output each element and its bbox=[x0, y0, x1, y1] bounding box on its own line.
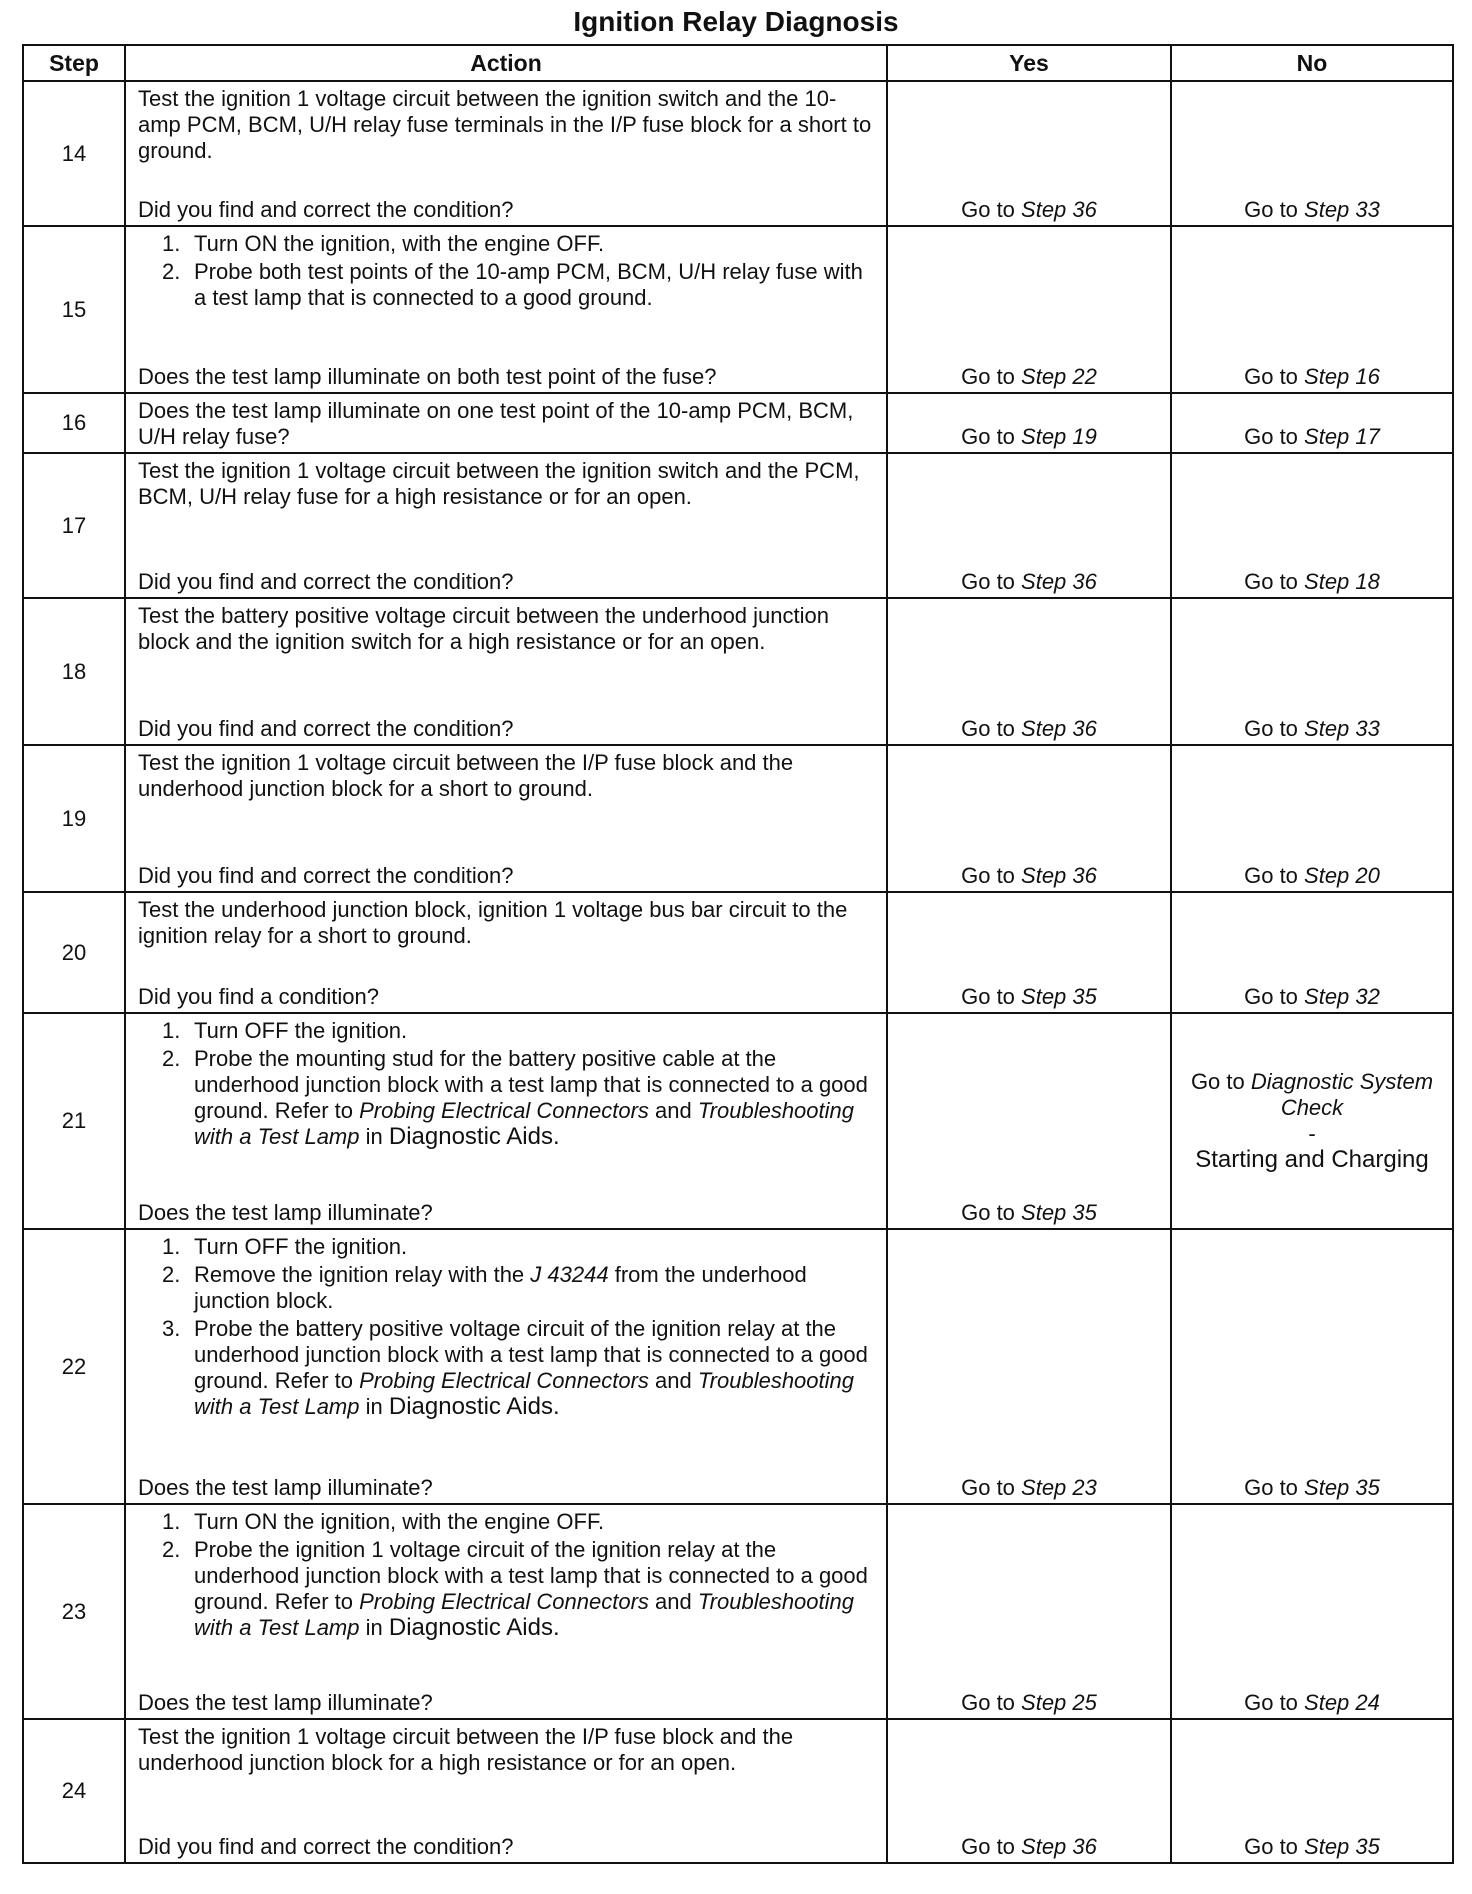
action-cell bbox=[125, 892, 887, 1013]
list-number: 1. bbox=[162, 231, 181, 256]
header-step: Step bbox=[23, 45, 125, 81]
step-number: 21 bbox=[23, 1013, 125, 1229]
text-segment: Probe the mounting stud for the battery positive cable at the underhood junction block with a test lamp that is connected to a good ground. Refer to bbox=[194, 1046, 868, 1123]
text-segment: Go to bbox=[1244, 197, 1305, 222]
text-segment: Go to bbox=[1244, 1834, 1305, 1859]
table-row bbox=[23, 598, 1453, 745]
italic-reference: Step 23 bbox=[1021, 1475, 1097, 1500]
italic-reference: Step 35 bbox=[1021, 1200, 1097, 1225]
italic-reference: Probing Electrical Connectors bbox=[359, 1098, 649, 1123]
italic-reference: Step 25 bbox=[1021, 1690, 1097, 1715]
text-segment: Probe the battery positive voltage circuit of the ignition relay at the underhood junction block with a test lamp that is connected to a good ground. Refer to bbox=[194, 1316, 868, 1393]
action-question: Did you find and correct the condition? bbox=[138, 716, 514, 741]
italic-reference: Step 33 bbox=[1304, 716, 1380, 741]
text-segment: Test the ignition 1 voltage circuit between the ignition switch and the PCM, BCM, U/H relay fuse for a high resistance or for an open. bbox=[138, 458, 860, 509]
action-paragraph bbox=[138, 1724, 876, 1776]
italic-reference: Troubleshooting with a Test Lamp bbox=[194, 1589, 854, 1640]
list-text bbox=[194, 1018, 407, 1044]
action-list-item bbox=[162, 1509, 876, 1535]
action-cell bbox=[125, 81, 887, 226]
table-row bbox=[23, 1504, 1453, 1719]
text-segment: Does the test lamp illuminate on one test point of the 10-amp PCM, BCM, U/H relay fuse? bbox=[138, 398, 854, 449]
text-segment: Go to bbox=[1244, 424, 1305, 449]
list-text bbox=[194, 259, 876, 311]
action-cell bbox=[125, 1229, 887, 1504]
action-paragraph bbox=[138, 603, 876, 655]
list-number: 1. bbox=[162, 1018, 181, 1043]
list-text bbox=[194, 1046, 876, 1150]
italic-reference: Step 36 bbox=[1021, 197, 1097, 222]
table-row bbox=[23, 1229, 1453, 1504]
list-number: 2. bbox=[162, 1046, 181, 1071]
text-segment: Test the battery positive voltage circuit between the underhood junction block and the ignition switch for a high resistance or for an open. bbox=[138, 603, 829, 654]
action-list-item bbox=[162, 1316, 876, 1420]
text-segment: and bbox=[648, 1368, 698, 1393]
action-paragraph bbox=[138, 458, 876, 510]
no-result bbox=[1171, 81, 1453, 226]
action-list-item bbox=[162, 259, 876, 311]
text-segment: Go to bbox=[1244, 1690, 1305, 1715]
action-cell bbox=[125, 1504, 887, 1719]
action-cell bbox=[125, 453, 887, 598]
action-list-item bbox=[162, 231, 876, 257]
text-segment: Turn OFF the ignition. bbox=[194, 1234, 408, 1259]
text-segment: Test the underhood junction block, ignition 1 voltage bus bar circuit to the ignition relay for a short to ground. bbox=[138, 897, 848, 948]
action-list-item bbox=[162, 1018, 876, 1044]
text-segment: Go to bbox=[961, 364, 1022, 389]
text-segment: Remove the ignition relay with the bbox=[194, 1262, 531, 1287]
action-paragraph bbox=[138, 750, 876, 802]
yes-result bbox=[887, 1719, 1171, 1863]
no-result bbox=[1171, 598, 1453, 745]
action-question: Did you find a condition? bbox=[138, 984, 379, 1009]
no-result bbox=[1171, 892, 1453, 1013]
diagnosis-table bbox=[22, 44, 1454, 1864]
action-question: Does the test lamp illuminate? bbox=[138, 1475, 433, 1500]
header-yes: Yes bbox=[887, 45, 1171, 81]
italic-reference: Troubleshooting with a Test Lamp bbox=[194, 1368, 854, 1419]
header-row bbox=[23, 45, 1453, 81]
action-list-item bbox=[162, 1262, 876, 1314]
list-number: 2. bbox=[162, 1262, 181, 1287]
table-row bbox=[23, 892, 1453, 1013]
text-segment: Diagnostic Aids. bbox=[388, 1123, 560, 1150]
italic-reference: Step 18 bbox=[1304, 569, 1380, 594]
action-cell bbox=[125, 393, 887, 453]
italic-reference: Step 19 bbox=[1021, 424, 1097, 449]
step-number: 24 bbox=[23, 1719, 125, 1863]
text-segment: Go to bbox=[961, 1475, 1022, 1500]
action-paragraph bbox=[138, 398, 876, 450]
no-result bbox=[1171, 745, 1453, 892]
text-segment: and bbox=[648, 1589, 698, 1614]
yes-result bbox=[887, 598, 1171, 745]
text-segment: Go to bbox=[1244, 1475, 1305, 1500]
text-segment: in bbox=[359, 1615, 389, 1640]
action-question: Did you find and correct the condition? bbox=[138, 1834, 514, 1859]
header-action: Action bbox=[125, 45, 887, 81]
italic-reference: Step 16 bbox=[1304, 364, 1380, 389]
italic-reference: Step 36 bbox=[1021, 569, 1097, 594]
table-row bbox=[23, 226, 1453, 393]
yes-result bbox=[887, 1013, 1171, 1229]
text-segment: in bbox=[359, 1124, 389, 1149]
action-cell bbox=[125, 598, 887, 745]
yes-result bbox=[887, 226, 1171, 393]
text-segment: Go to bbox=[961, 424, 1022, 449]
action-question: Does the test lamp illuminate? bbox=[138, 1200, 433, 1225]
text-segment: in bbox=[359, 1394, 389, 1419]
text-segment: - bbox=[1308, 1121, 1316, 1146]
italic-reference: Step 17 bbox=[1304, 424, 1380, 449]
step-number: 22 bbox=[23, 1229, 125, 1504]
list-number: 1. bbox=[162, 1509, 181, 1534]
italic-reference: Step 32 bbox=[1304, 984, 1380, 1009]
list-text bbox=[194, 1262, 876, 1314]
table-title: Ignition Relay Diagnosis bbox=[573, 6, 899, 37]
italic-reference: Step 36 bbox=[1021, 716, 1097, 741]
text-segment: Diagnostic Aids. bbox=[388, 1614, 560, 1641]
table-row bbox=[23, 453, 1453, 598]
text-segment: Go to bbox=[961, 863, 1022, 888]
no-result bbox=[1171, 1504, 1453, 1719]
list-number: 3. bbox=[162, 1316, 181, 1341]
italic-reference: Step 35 bbox=[1021, 984, 1097, 1009]
text-segment: Probe both test points of the 10-amp PCM, BCM, U/H relay fuse with a test lamp that is connected to a good ground. bbox=[194, 259, 863, 310]
italic-reference: Step 20 bbox=[1304, 863, 1380, 888]
no-result bbox=[1171, 1719, 1453, 1863]
text-segment: from the underhood junction block. bbox=[194, 1262, 807, 1313]
list-number: 2. bbox=[162, 259, 181, 284]
action-list-item bbox=[162, 1046, 876, 1150]
step-number: 15 bbox=[23, 226, 125, 393]
table-row bbox=[23, 81, 1453, 226]
action-list-item bbox=[162, 1234, 876, 1260]
italic-reference: Diagnostic System Check bbox=[1250, 1069, 1434, 1120]
no-result bbox=[1171, 1229, 1453, 1504]
action-paragraph bbox=[138, 86, 876, 164]
italic-reference: Step 33 bbox=[1304, 197, 1380, 222]
italic-reference: Step 35 bbox=[1304, 1475, 1380, 1500]
yes-result bbox=[887, 745, 1171, 892]
text-segment: Probe the ignition 1 voltage circuit of the ignition relay at the underhood junction block with a test lamp that is connected to a good ground. Refer to bbox=[194, 1537, 868, 1614]
text-segment: Turn ON the ignition, with the engine OFF. bbox=[194, 1509, 605, 1534]
list-text bbox=[194, 1537, 876, 1641]
yes-result bbox=[887, 453, 1171, 598]
no-result bbox=[1171, 1013, 1453, 1229]
step-number: 23 bbox=[23, 1504, 125, 1719]
action-cell bbox=[125, 226, 887, 393]
yes-result bbox=[887, 892, 1171, 1013]
no-result bbox=[1171, 226, 1453, 393]
action-question: Did you find and correct the condition? bbox=[138, 569, 514, 594]
header-no: No bbox=[1171, 45, 1453, 81]
action-question: Did you find and correct the condition? bbox=[138, 197, 514, 222]
text-segment: Diagnostic Aids. bbox=[388, 1393, 560, 1420]
italic-reference: Step 35 bbox=[1304, 1834, 1380, 1859]
table-row bbox=[23, 1719, 1453, 1863]
list-number: 1. bbox=[162, 1234, 181, 1259]
list-text bbox=[194, 1509, 604, 1535]
text-segment: Go to bbox=[961, 197, 1022, 222]
text-segment: Go to bbox=[1190, 1069, 1251, 1094]
italic-reference: Step 22 bbox=[1021, 364, 1097, 389]
text-segment: Go to bbox=[1244, 984, 1305, 1009]
text-segment: Starting and Charging bbox=[1195, 1146, 1429, 1173]
list-text bbox=[194, 231, 604, 257]
action-paragraph bbox=[138, 897, 876, 949]
text-segment: Go to bbox=[961, 1690, 1022, 1715]
text-segment: Go to bbox=[1244, 364, 1305, 389]
italic-reference: Probing Electrical Connectors bbox=[359, 1368, 649, 1393]
italic-reference: J 43244 bbox=[530, 1262, 609, 1287]
no-result bbox=[1171, 453, 1453, 598]
action-list-item bbox=[162, 1537, 876, 1641]
list-text bbox=[194, 1316, 876, 1420]
yes-result bbox=[887, 1504, 1171, 1719]
italic-reference: Step 24 bbox=[1304, 1690, 1380, 1715]
text-segment: Go to bbox=[1244, 716, 1305, 741]
italic-reference: Troubleshooting with a Test Lamp bbox=[194, 1098, 854, 1149]
step-number: 19 bbox=[23, 745, 125, 892]
text-segment: and bbox=[648, 1098, 698, 1123]
step-number: 16 bbox=[23, 393, 125, 453]
text-segment: Go to bbox=[1244, 569, 1305, 594]
yes-result bbox=[887, 1229, 1171, 1504]
text-segment: Turn OFF the ignition. bbox=[194, 1018, 408, 1043]
text-segment: Go to bbox=[961, 1200, 1022, 1225]
text-segment: Go to bbox=[961, 569, 1022, 594]
list-number: 2. bbox=[162, 1537, 181, 1562]
action-cell bbox=[125, 745, 887, 892]
text-segment: Go to bbox=[961, 984, 1022, 1009]
action-cell bbox=[125, 1013, 887, 1229]
yes-result bbox=[887, 393, 1171, 453]
no-result bbox=[1171, 393, 1453, 453]
table-row bbox=[23, 1013, 1453, 1229]
step-number: 17 bbox=[23, 453, 125, 598]
text-segment: Turn ON the ignition, with the engine OFF. bbox=[194, 231, 605, 256]
text-segment: Test the ignition 1 voltage circuit between the I/P fuse block and the underhood junction block for a short to ground. bbox=[138, 750, 794, 801]
table-row bbox=[23, 393, 1453, 453]
italic-reference: Step 36 bbox=[1021, 863, 1097, 888]
step-number: 18 bbox=[23, 598, 125, 745]
action-question: Does the test lamp illuminate on both test point of the fuse? bbox=[138, 364, 717, 389]
action-question: Did you find and correct the condition? bbox=[138, 863, 514, 888]
step-number: 20 bbox=[23, 892, 125, 1013]
text-segment: Test the ignition 1 voltage circuit between the ignition switch and the 10-amp PCM, BCM, U/H relay fuse terminals in the I/P fuse block for a short to ground. bbox=[138, 86, 872, 163]
action-cell bbox=[125, 1719, 887, 1863]
text-segment: Go to bbox=[1244, 863, 1305, 888]
step-number: 14 bbox=[23, 81, 125, 226]
text-segment: Test the ignition 1 voltage circuit between the I/P fuse block and the underhood junction block for a high resistance or for an open. bbox=[138, 1724, 794, 1775]
action-question: Does the test lamp illuminate? bbox=[138, 1690, 433, 1715]
list-text bbox=[194, 1234, 407, 1260]
italic-reference: Step 36 bbox=[1021, 1834, 1097, 1859]
italic-reference: Probing Electrical Connectors bbox=[359, 1589, 649, 1614]
yes-result bbox=[887, 81, 1171, 226]
text-segment: Go to bbox=[961, 1834, 1022, 1859]
table-row bbox=[23, 745, 1453, 892]
text-segment: Go to bbox=[961, 716, 1022, 741]
